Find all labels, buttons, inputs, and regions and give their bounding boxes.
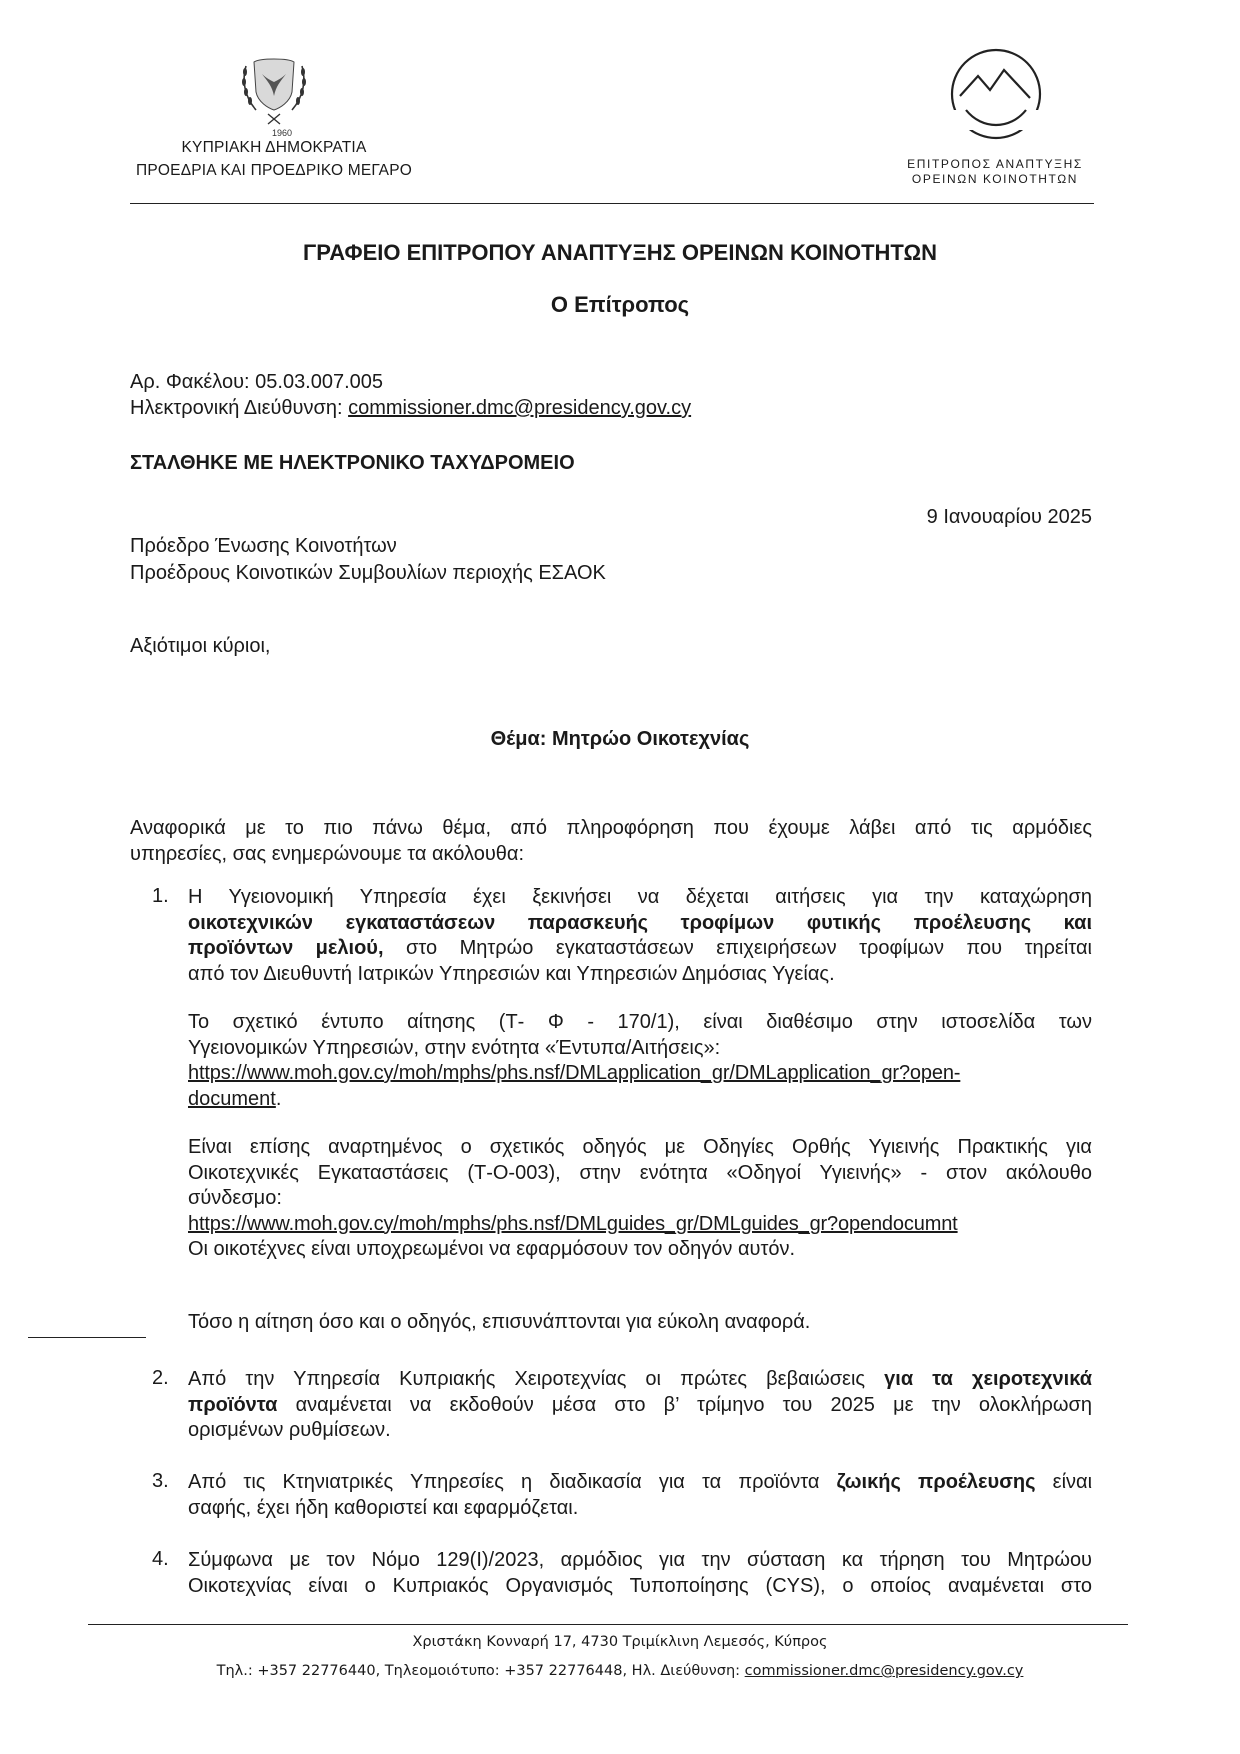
item-2-line-2-text: αναμένεται να εκδοθούν μέσα στο β’ τρίμηνο του 2025 με την ολοκλήρωση — [277, 1393, 1092, 1416]
item-2-paragraph — [188, 1367, 1092, 1444]
item-4-line-1: Σύμφωνα με τον Νόμο 129(Ι)/2023, αρμόδιος για την σύσταση κα τήρηση του Μητρώου — [188, 1549, 1092, 1571]
guide-line-5: Οι οικοτέχνες είναι υποχρεωμένοι να εφαρμόσουν τον οδηγόν αυτόν. — [188, 1238, 796, 1260]
intro-line-2: υπηρεσίες, σας ενημερώνουμε τα ακόλουθα: — [130, 842, 525, 865]
email-label: Ηλεκτρονική Διεύθυνση: — [130, 397, 349, 419]
footer-address: Χριστάκη Κονναρή 17, 4730 Τριμίκλινη Λεμεσός, Κύπρος — [412, 1634, 828, 1650]
item-1-line-3-text: στο Μητρώο εγκαταστάσεων επιχειρήσεων τροφίμων που τηρείται — [383, 937, 1092, 959]
recipient-2: Προέδρους Κοινοτικών Συμβουλίων περιοχής ΕΣΑΟΚ — [130, 562, 606, 584]
logo-text-line2: ΟΡΕΙΝΩΝ ΚΟΙΝΟΤΗΤΩΝ — [911, 172, 1079, 186]
footer-contact-text: Τηλ.: +357 22776440, Τηλεομοιότυπο: +357 22776448, Ηλ. Διεύθυνση: — [216, 1663, 745, 1679]
email-line — [130, 397, 691, 420]
intro-paragraph — [130, 816, 1092, 867]
item-2-bold-products: προϊόντα — [188, 1393, 278, 1416]
item-1-line-2: οικοτεχνικών εγκαταστάσεων παρασκευής τροφίμων φυτικής προέλευσης και — [188, 911, 1092, 934]
file-reference: Αρ. Φακέλου: 05.03.007.005 — [130, 371, 384, 393]
recipient-1: Πρόεδρο Ένωσης Κοινοτήτων — [130, 535, 397, 557]
item-2-line-1-text: Από την Υπηρεσία Κυπριακής Χειροτεχνίας οι πρώτες βεβαιώσεις — [188, 1368, 885, 1390]
form-line-2: Υγειονομικών Υπηρεσιών, στην ενότητα «Έντυπα/Αιτήσεις»: — [188, 1036, 721, 1059]
sent-by-email-notice: ΣΤΑΛΘΗΚΕ ΜΕ ΗΛΕΚΤΡΟΝΙΚΟ ΤΑΧΥΔΡΟΜΕΙΟ — [130, 452, 575, 474]
form-line-1: Το σχετικό έντυπο αίτησης (Τ- Φ - 170/1), είναι διαθέσιμο στην ιστοσελίδα των — [188, 1011, 1092, 1033]
item-1-line-4: από τον Διευθυντή Ιατρικών Υπηρεσιών και Υπηρεσιών Δημόσιας Υγείας. — [188, 962, 835, 985]
item-3-line-2: σαφής, έχει ήδη καθοριστεί και εφαρμόζεται. — [188, 1496, 579, 1519]
form-line-4-period: . — [275, 1087, 282, 1110]
letter-date: 9 Ιανουαρίου 2025 — [926, 506, 1092, 528]
item-3-bold-animal-origin: ζωικής προέλευσης — [836, 1471, 1036, 1493]
attachment-line: Τόσο η αίτηση όσο και ο οδηγός, επισυνάπτονται για εύκολη αναφορά. — [188, 1311, 811, 1333]
subject-line: Θέμα: Μητρώο Οικοτεχνίας — [490, 728, 750, 750]
item-3-line-1 — [188, 1470, 1092, 1496]
item-1-attachment-note — [188, 1310, 1092, 1336]
item-3-line-1-end: είναι — [1035, 1471, 1093, 1493]
salutation: Αξιότιμοι κύριοι, — [130, 635, 271, 657]
svg-text:1960: 1960 — [272, 128, 293, 138]
item-1-paragraph — [188, 885, 1092, 987]
item-2-bold-crafts: για τα χειροτεχνικά — [884, 1368, 1092, 1390]
office-subtitle: Ο Επίτροπος — [550, 292, 690, 317]
logo-text-line1: ΕΠΙΤΡΟΠΟΣ ΑΝΑΠΤΥΞΗΣ — [907, 157, 1083, 171]
item-3-number: 3. — [152, 1470, 169, 1492]
form-line-4 — [188, 1087, 1092, 1113]
footer-email-link[interactable]: commissioner.dmc@presidency.gov.cy — [744, 1663, 1024, 1679]
presidency-name: ΠΡΟΕΔΡΙΑ ΚΑΙ ΠΡΟΕΔΡΙΚΟ ΜΕΓΑΡΟ — [135, 162, 413, 179]
hygiene-guide-link[interactable]: https://www.moh.gov.cy/moh/mphs/phs.nsf/DMLguides_gr/DMLguides_gr?opendocumnt — [188, 1212, 958, 1235]
header-divider — [130, 203, 1094, 204]
guide-line-3: σύνδεσμο: — [188, 1187, 282, 1209]
application-form-link[interactable]: https://www.moh.gov.cy/moh/mphs/phs.nsf/DMLapplication_gr/DMLapplication_gr?open- — [188, 1062, 961, 1084]
footer-contact — [0, 1663, 1240, 1679]
item-1-form-paragraph — [188, 1010, 1092, 1112]
item-1-bold-honey: προϊόντων μελιού, — [188, 937, 384, 959]
item-1-number: 1. — [152, 885, 169, 907]
item-4-number: 4. — [152, 1548, 169, 1570]
margin-mark — [28, 1337, 146, 1338]
item-2-line-3: ορισμένων ρυθμίσεων. — [188, 1419, 391, 1441]
mountain-logo-icon — [942, 46, 1050, 148]
item-2-line-2 — [188, 1393, 1092, 1419]
item-1-guide-paragraph — [188, 1135, 1092, 1263]
email-link[interactable]: commissioner.dmc@presidency.gov.cy — [348, 397, 692, 419]
item-2-line-1 — [188, 1367, 1092, 1393]
cyprus-coat-of-arms-icon — [232, 52, 316, 142]
item-2-number: 2. — [152, 1367, 169, 1389]
guide-line-2: Οικοτεχνικές Εγκαταστάσεις (Τ-Ο-003), στην ενότητα «Οδηγοί Υγιεινής» - στον ακόλουθο — [188, 1161, 1092, 1184]
item-3-line-1-text: Από τις Κτηνιατρικές Υπηρεσίες η διαδικασία για τα προϊόντα — [188, 1471, 837, 1493]
item-4-line-2: Οικοτεχνίας είναι ο Κυπριακός Οργανισμός Τυποποίησης (CYS), ο οποίος αναμένεται στο — [188, 1574, 1092, 1597]
item-1-line-1: Η Υγειονομική Υπηρεσία έχει ξεκινήσει να δέχεται αιτήσεις για την καταχώρηση — [188, 886, 1092, 908]
item-4-paragraph — [188, 1548, 1092, 1599]
application-form-link-end[interactable]: document — [188, 1087, 276, 1110]
intro-line-1: Αναφορικά με το πιο πάνω θέμα, από πληροφόρηση που έχουμε λάβει από τις αρμόδιες — [130, 817, 1092, 839]
footer-divider — [88, 1624, 1128, 1625]
office-title: ΓΡΑΦΕΙΟ ΕΠΙΤΡΟΠΟΥ ΑΝΑΠΤΥΞΗΣ ΟΡΕΙΝΩΝ ΚΟΙΝΟΤΗΤΩΝ — [302, 240, 937, 265]
guide-line-1: Είναι επίσης αναρτημένος ο σχετικός οδηγός με Οδηγίες Ορθής Υγιεινής Πρακτικής για — [188, 1136, 1092, 1158]
item-1-line-3 — [188, 936, 1092, 962]
item-3-paragraph — [188, 1470, 1092, 1521]
republic-name: ΚΥΠΡΙΑΚΗ ΔΗΜΟΚΡΑΤΙΑ — [181, 139, 367, 156]
